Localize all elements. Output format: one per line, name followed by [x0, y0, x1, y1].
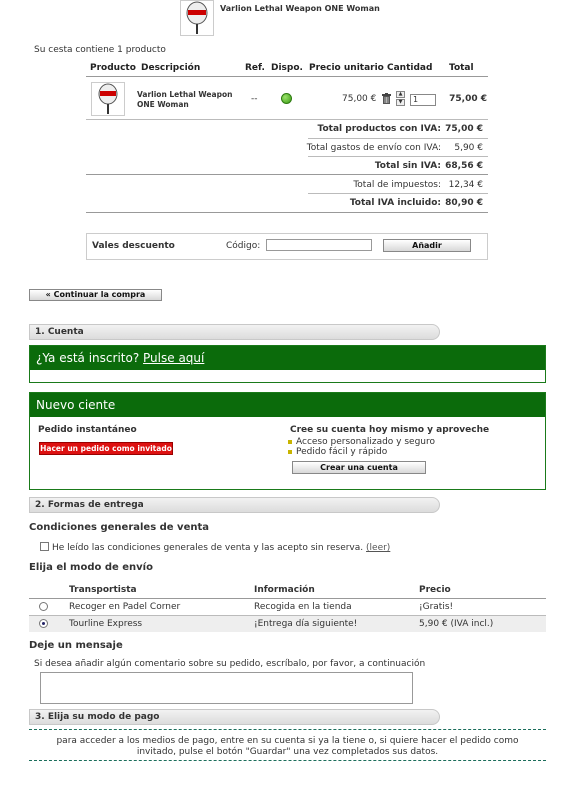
section-delivery-header: 2. Formas de entrega [29, 497, 440, 513]
col-header-total: Total [449, 63, 474, 73]
benefit-item: Pedido fácil y rápido [288, 447, 387, 457]
section-account-header: 1. Cuenta [29, 324, 440, 340]
carrier-info: Recogida en la tienda [254, 602, 352, 612]
total-without-tax-label: Total sin IVA: [374, 161, 441, 171]
quantity-input[interactable]: 1 [410, 94, 436, 106]
divider [308, 156, 488, 157]
divider [86, 212, 488, 213]
shipping-radio-selected[interactable] [39, 619, 48, 628]
cart-count-text: Su cesta contiene 1 producto [34, 45, 166, 55]
shipping-radio[interactable] [39, 602, 48, 611]
col-header-ref: Ref. [245, 63, 265, 73]
cart-item-ref: -- [251, 94, 258, 104]
instant-order-title: Pedido instantáneo [38, 425, 137, 435]
grand-total-label: Total IVA incluido: [349, 198, 441, 208]
new-client-title: Nuevo ciente [30, 393, 545, 417]
quantity-stepper[interactable] [396, 91, 405, 107]
voucher-add-button[interactable]: Añadir [383, 239, 471, 252]
col-header-info: Información [254, 585, 315, 595]
total-without-tax-value: 68,56 € [445, 161, 483, 171]
divider [308, 138, 488, 139]
benefit-item: Acceso personalizado y seguro [288, 437, 435, 447]
terms-checkbox[interactable] [40, 542, 49, 551]
cart-item-unit-price: 75,00 € [342, 94, 377, 104]
carrier-name: Tourline Express [69, 619, 143, 629]
shipping-option-row-selected[interactable] [29, 616, 546, 632]
header-product-thumbnail [180, 0, 214, 36]
carrier-price: ¡Gratis! [419, 602, 454, 612]
carrier-price: 5,90 € (IVA incl.) [419, 619, 494, 629]
dashed-divider [29, 760, 546, 761]
racket-icon [92, 83, 124, 115]
divider [86, 119, 488, 120]
carrier-name: Recoger en Padel Corner [69, 602, 181, 612]
create-account-button[interactable]: Crear una cuenta [292, 461, 426, 474]
header-product-title: Varlion Lethal Weapon ONE Woman [220, 4, 380, 13]
divider [86, 174, 488, 175]
col-header-product: Producto [90, 63, 136, 73]
cart-item-name[interactable]: Varlion Lethal Weapon ONE Woman [137, 90, 233, 109]
col-header-availability: Dispo. [271, 63, 303, 73]
registered-box [29, 345, 546, 383]
divider [308, 193, 488, 194]
registered-question: ¿Ya está inscrito? [36, 351, 140, 365]
total-products-label: Total productos con IVA: [317, 124, 441, 134]
availability-icon [281, 93, 292, 104]
registered-bar [30, 346, 545, 370]
col-header-unit-price: Precio unitario [309, 63, 384, 73]
shipping-mode-title: Elija el modo de envío [29, 562, 153, 573]
guest-order-button[interactable]: Hacer un pedido como invitado [40, 444, 172, 453]
quantity-down-icon[interactable]: ▼ [396, 99, 405, 106]
tax-total-label: Total de impuestos: [353, 180, 441, 190]
voucher-title: Vales descuento [92, 241, 175, 251]
carrier-info: ¡Entrega día siguiente! [254, 619, 358, 629]
cart-item-total: 75,00 € [449, 94, 487, 104]
terms-text: He leído las condiciones generales de venta y las acepto sin reserva. (leer) [52, 543, 391, 553]
racket-icon [181, 1, 213, 35]
col-header-description: Descripción [141, 63, 201, 73]
col-header-price: Precio [419, 585, 451, 595]
shipping-total-label: Total gastos de envío con IVA: [306, 143, 441, 153]
cart-item-thumbnail[interactable] [91, 82, 125, 116]
shipping-total-value: 5,90 € [454, 143, 483, 153]
section-payment-header: 3. Elija su modo de pago [29, 709, 440, 725]
terms-title: Condiciones generales de venta [29, 522, 210, 533]
shipping-option-row[interactable] [29, 599, 546, 615]
login-link[interactable]: Pulse aquí [143, 351, 205, 365]
grand-total-value: 80,90 € [445, 198, 483, 208]
tax-total-value: 12,34 € [448, 180, 483, 190]
col-header-quantity: Cantidad [387, 63, 433, 73]
payment-notice: para acceder a los medios de pago, entre en su cuenta si ya la tiene o, si quiere hacer el pedido como invitado, pulse el botón "Guardar" una vez completados sus datos. [56, 736, 519, 757]
divider [86, 76, 488, 77]
create-account-title: Cree su cuenta hoy mismo y aproveche [290, 425, 490, 435]
continue-shopping-button[interactable]: « Continuar la compra [29, 289, 162, 301]
quantity-up-icon[interactable]: ▲ [396, 91, 405, 98]
voucher-code-label: Código: [226, 241, 261, 251]
message-textarea[interactable] [40, 672, 413, 704]
col-header-carrier: Transportista [69, 585, 137, 595]
terms-read-link[interactable]: (leer) [366, 543, 391, 553]
bullet-icon [288, 450, 292, 454]
total-products-value: 75,00 € [445, 124, 483, 134]
message-title: Deje un mensaje [29, 640, 123, 651]
voucher-code-input[interactable] [266, 239, 372, 251]
dashed-divider [29, 729, 546, 730]
trash-icon[interactable] [382, 93, 391, 104]
bullet-icon [288, 440, 292, 444]
message-hint: Si desea añadir algún comentario sobre su pedido, escríbalo, por favor, a continuación [34, 659, 426, 669]
